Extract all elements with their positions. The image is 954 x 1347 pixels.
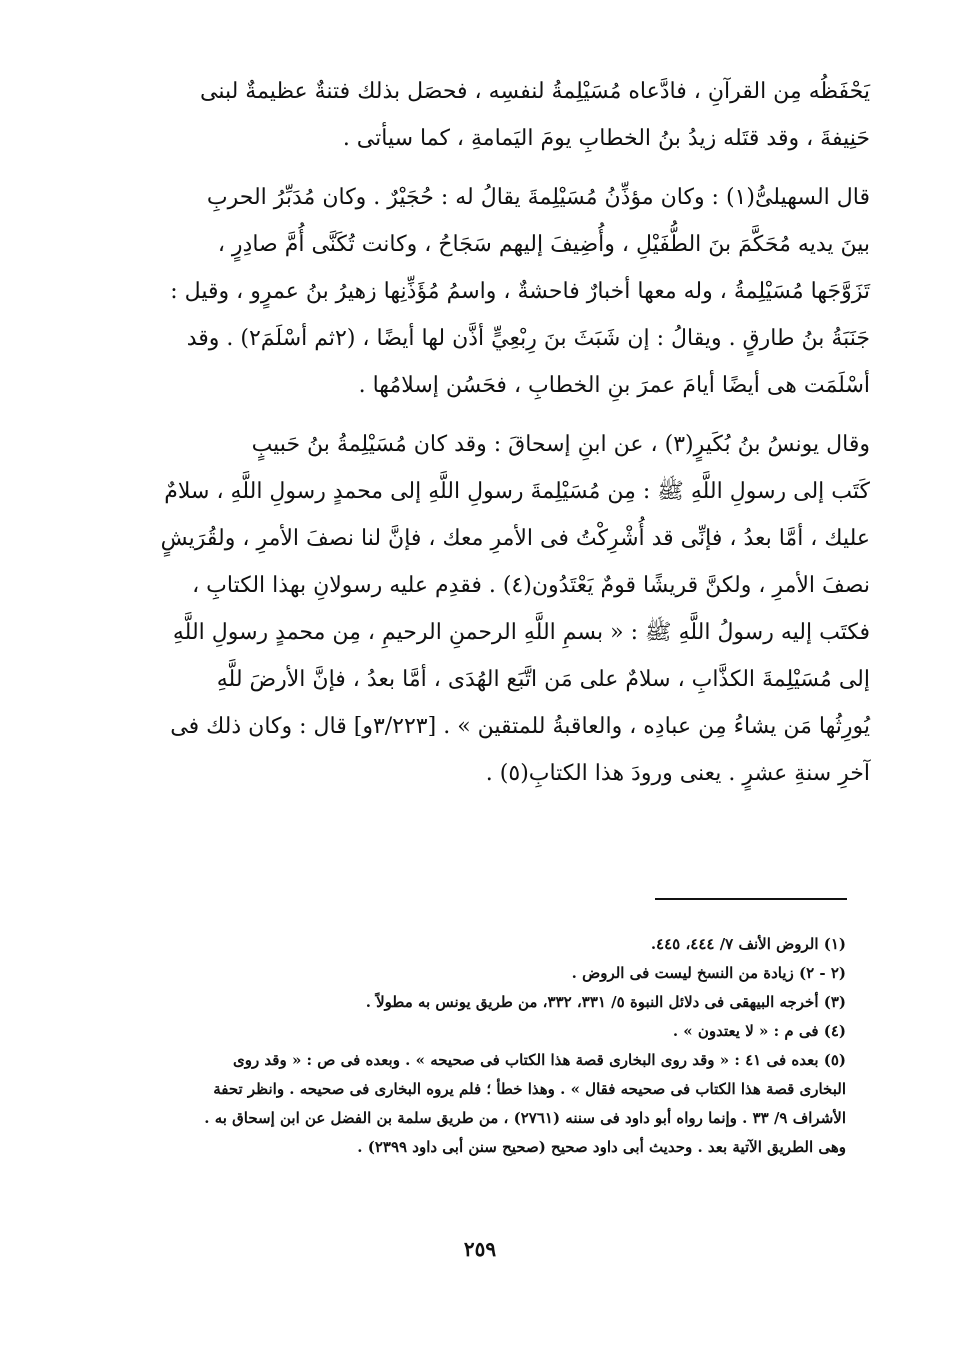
- text-line: قال السهيلىُّ(١) : وكان مؤذِّنُ مُسَيْلِمةَ يقالُ له : حُجَيْرٌ . وكان مُدَبِّرُ الحربِ: [206, 185, 870, 210]
- text-line: فكتَب إليه رسولُ اللَّهِ ﷺ : « بسمِ اللَّهِ الرحمنِ الرحيمِ ، مِن محمدٍ رسولِ اللَّهِ: [172, 620, 870, 645]
- text-line: جَنَبَةُ بنُ طارقٍ . ويقالُ : إن شَبَثَ بنَ رِبْعِيٍّ أذَّن لها أيضًا ، (٢ثم أسْلَمَ٢) . وقد: [186, 326, 870, 351]
- text-line: إلى مُسَيْلِمةَ الكذَّابِ ، سلامٌ على مَن اتَّبَع الهُدَى ، أمَّا بعدُ ، فإنَّ الأرضَ للَّهِ: [216, 667, 870, 692]
- footnote-4: (٤) فى م : « لا يعتدون » .: [672, 1022, 846, 1040]
- footnotes: [120, 930, 846, 1162]
- paragraph-1: [150, 68, 870, 162]
- main-text: [150, 68, 870, 797]
- footnote-2: (٢ - ٢) زيادة من النسخ ليست فى الروض .: [571, 964, 846, 982]
- footnote-line: وهى الطريق الآتية بعد . وحديث أبى داود صحيح (صحيح سنن أبى داود ٢٣٩٩) .: [357, 1138, 846, 1156]
- paragraph-3: [150, 421, 870, 797]
- text-line: عليك ، أمَّا بعدُ ، فإنِّى قد أُشْرِكْتُ فى الأمرِ معك ، فإنَّ لنا نصفَ الأمرِ ، ولقُرَيشٍ: [160, 526, 870, 551]
- text-line: حَنِيفةَ ، وقد قتَله زيدُ بنُ الخطابِ يومَ اليَمامةِ ، كما سيأتى .: [342, 126, 870, 151]
- paragraph-2: [150, 174, 870, 409]
- text-line: تَزَوَّجَها مُسَيْلِمةُ ، وله معها أخبارٌ فاحشةٌ ، واسمُ مُؤَذِّنِها زهيرُ بنُ عمرٍو ، وقيل :: [170, 279, 870, 304]
- text-line: يُورِثُها مَن يشاءُ مِن عبادِه ، والعاقبةُ للمتقين » . [٣/٢٢٣و] قال : وكان ذلك فى: [170, 714, 870, 739]
- text-line: بينَ يديه مُحَكَّمَ بنَ الطُّفَيْلِ ، وأُضِيفَ إليهم سَجَاحُ ، وكانت تُكَنَّى أُمَّ صادِرٍ ،: [217, 232, 870, 257]
- footnote-5: [120, 1046, 846, 1162]
- footnote-separator: [655, 898, 847, 900]
- footnote-line: (٥) بعده فى ٤١ : « وقد روى البخارى قصة هذا الكتاب فى صحيحه » . وبعده فى ص : « وقد روى: [232, 1051, 846, 1069]
- text-line: وقال يونسُ بنُ بُكَيرٍ(٣) ، عن ابنِ إسحاقَ : وقد كان مُسَيْلِمةُ بنُ حَبيبٍ: [251, 432, 870, 457]
- footnote-line: البخارى قصة هذا الكتاب فى صحيحه فقال » . وهذا خطأ ؛ فلم يروه البخارى فى صحيحه . وانظر تحفة: [213, 1080, 846, 1098]
- page-number: ٢٥٩: [463, 1237, 497, 1261]
- text-line: كَتَب إلى رسولِ اللَّهِ ﷺ : مِن مُسَيْلِمةَ رسولِ اللَّهِ إلى محمدٍ رسولِ اللَّهِ ، سلامٌ: [164, 479, 870, 504]
- footnote-1: (١) الروض الأنف ٧/ ٤٤٤، ٤٤٥.: [650, 935, 846, 953]
- text-line: نصفَ الأمرِ ، ولكنَّ قريشًا قومٌ يَعْتَدُون(٤) . فقدِم عليه رسولانِ بهذا الكتابِ ،: [192, 573, 870, 598]
- footnote-3: (٣) أخرجه البيهقى فى دلائل النبوة ٥/ ٣٣١، ٣٣٢، من طريق يونس به مطولاً .: [365, 993, 846, 1011]
- text-line: يَحْفَظُه مِن القرآنِ ، فادَّعاه مُسَيْلِمةُ لنفسِه ، فحصَل بذلك فتنةٌ عظيمةٌ لبنى: [199, 79, 870, 104]
- text-line: أسْلَمَت هى أيضًا أيامَ عمرَ بنِ الخطابِ ، فحَسُن إسلامُها .: [358, 373, 870, 398]
- footnote-line: الأشراف ٩/ ٣٣ . وإنما رواه أبو داود فى سننه (٢٧٦١) ، من طريق سلمة بن الفضل عن ابن إسحاق به .: [204, 1109, 846, 1127]
- text-line: آخرِ سنةِ عشرٍ . يعنى ورودَ هذا الكتابِ(٥) .: [485, 761, 870, 786]
